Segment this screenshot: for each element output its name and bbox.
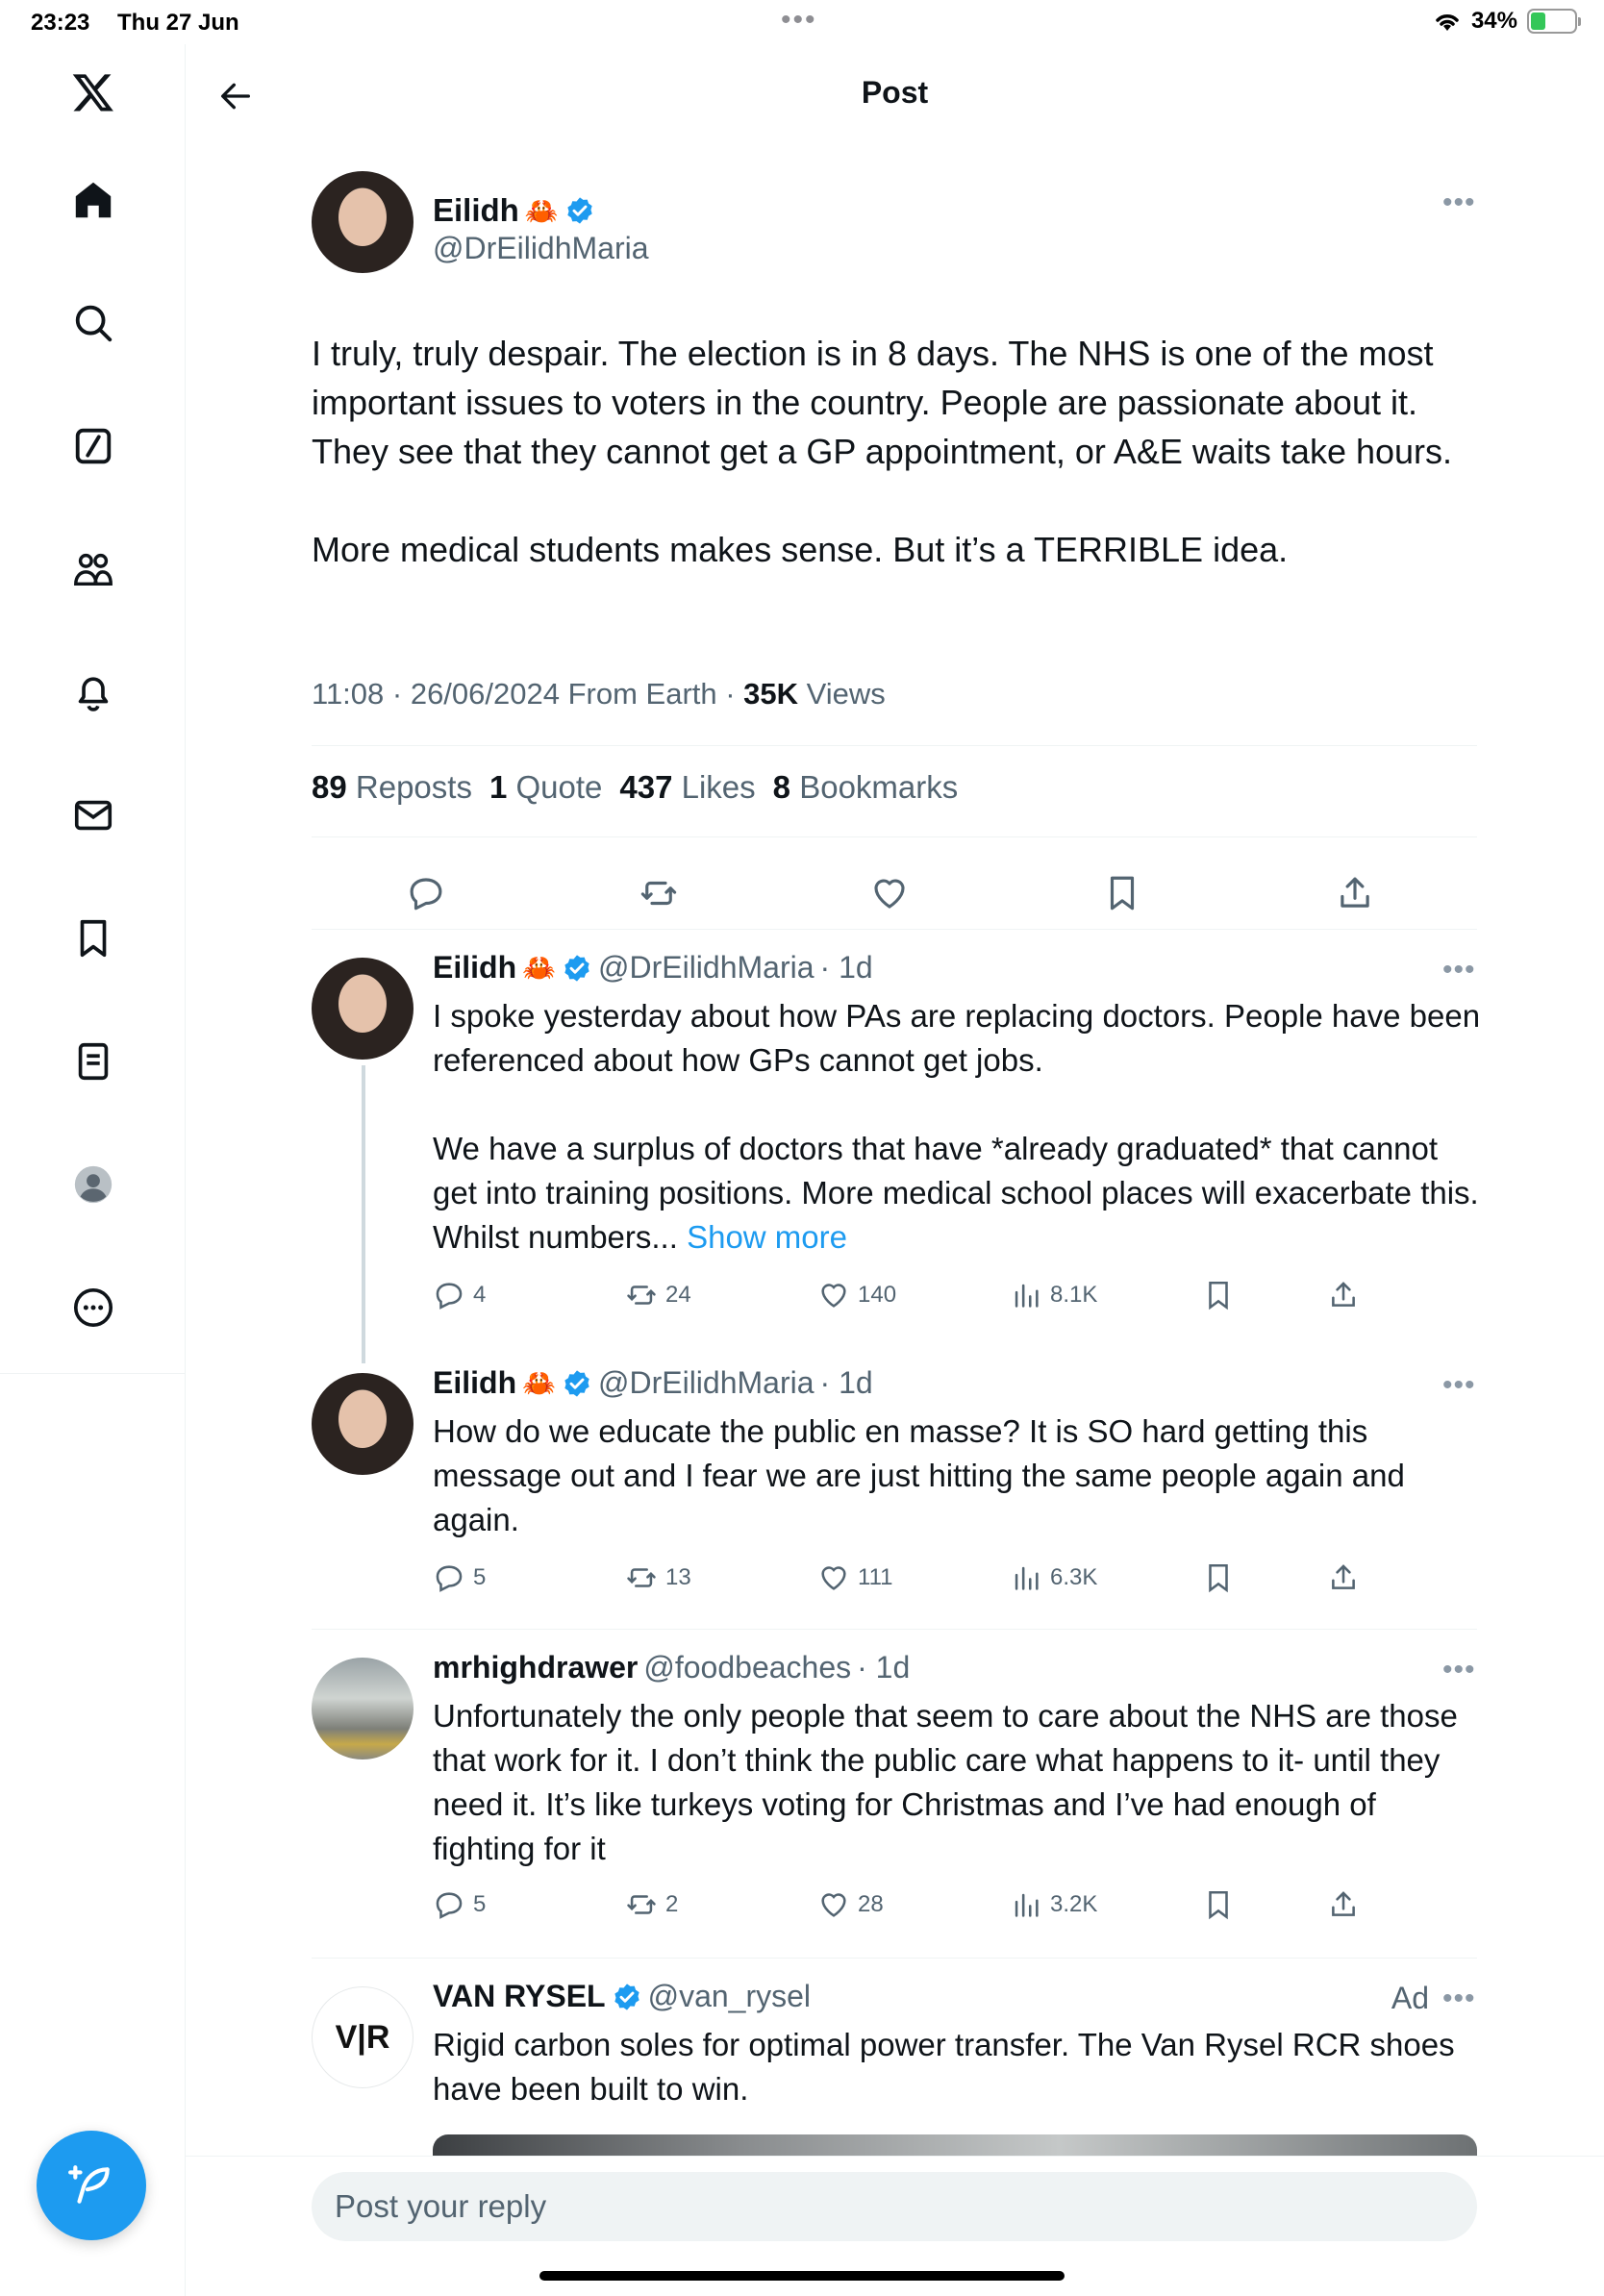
crab-emoji: 🦀 [524,195,559,226]
list-item[interactable] [312,1344,1477,1629]
reply-actions [433,1279,1394,1317]
views-button[interactable]: 8.1K [1010,1279,1097,1311]
heart-icon [817,1888,850,1921]
verified-badge-icon [564,195,595,226]
repost-button[interactable] [639,873,685,919]
communities-icon[interactable] [53,529,134,610]
ad-author-name: VAN RYSEL [433,1979,606,2013]
repost-icon [625,1888,658,1921]
home-icon[interactable] [53,160,134,240]
x-logo-icon[interactable] [53,52,134,133]
page-header [186,44,1604,144]
more-icon[interactable] [53,1267,134,1348]
status-time: 23:23 [31,10,90,36]
share-icon [1327,1279,1360,1311]
crab-emoji: 🦀 [522,953,556,983]
stat-quotes[interactable]: 1 Quote [489,769,603,805]
lists-icon[interactable] [53,1021,134,1102]
divider [312,745,1477,746]
sidebar-nav [0,44,186,2296]
author-name[interactable] [433,192,595,229]
reply-actions [433,1561,1394,1600]
views-chart-icon [1010,1888,1042,1921]
like-button[interactable]: 28 [817,1888,884,1921]
share-icon [1327,1888,1360,1921]
avatar[interactable] [312,1658,414,1759]
reply-icon [433,1279,465,1311]
heart-icon [817,1279,850,1311]
reply-author-name: mrhighdrawer [433,1650,639,1685]
reply-author-name: Eilidh [433,1365,517,1400]
author-name-text: Eilidh [433,192,519,228]
share-icon [1335,873,1375,913]
reply-author-handle: @foodbeaches [643,1650,852,1685]
reply-actions [433,1888,1394,1927]
verified-badge-icon [562,1368,592,1399]
post-text: I truly, truly despair. The election is in 8 days. The NHS is one of the most important issues to voters in the country. People are passionate about it. They see that they cannot get a GP appointment, or A&E waits take hours. More medical students makes sense. But it’s a TERRIBLE idea. [312,334,1453,569]
share-button[interactable] [1327,1279,1360,1311]
reply-author-handle: @DrEilidhMaria [597,950,815,985]
avatar[interactable] [312,1986,414,2088]
heart-icon [817,1561,850,1594]
share-button[interactable] [1327,1561,1360,1594]
post-actions [312,858,1477,935]
sidebar-divider [0,1373,186,1374]
reply-more-icon[interactable]: ••• [1442,954,1476,986]
views-button[interactable]: 3.2K [1010,1888,1097,1921]
status-right [1433,8,1577,35]
views-chart-icon [1010,1279,1042,1311]
list-item[interactable] [312,929,1481,1342]
reply-time: · 1d [857,1650,911,1685]
ad-label: Ad [1391,1981,1429,2015]
post-more-icon[interactable]: ••• [1442,187,1476,218]
battery-percent: 34% [1470,8,1517,34]
repost-icon [639,873,679,913]
wifi-icon [1433,10,1462,33]
grok-icon[interactable] [53,406,134,487]
search-icon[interactable] [53,283,134,363]
reply-icon [433,1561,465,1594]
bookmark-button[interactable] [1202,1888,1235,1921]
post-views-label: Views [798,677,886,711]
notifications-icon[interactable] [53,652,134,733]
bookmarks-icon[interactable] [53,898,134,979]
reply-button[interactable]: 4 [433,1279,486,1311]
share-icon [1327,1561,1360,1594]
home-indicator[interactable] [539,2271,1065,2281]
reply-author[interactable] [433,950,873,986]
avatar[interactable] [312,1373,414,1475]
reply-input[interactable]: Post your reply [312,2172,1477,2241]
multitasking-dots-icon[interactable]: ••• [781,4,817,36]
share-button[interactable] [1335,873,1381,919]
share-button[interactable] [1327,1888,1360,1921]
status-bar [0,0,1604,44]
like-button[interactable]: 140 [817,1279,896,1311]
bookmark-icon [1202,1279,1235,1311]
compose-post-icon [67,2161,115,2209]
ad-media[interactable] [433,2134,1477,2156]
bookmark-icon [1202,1888,1235,1921]
post-meta [312,677,886,711]
stat-likes[interactable]: 437 Likes [619,769,756,805]
verified-badge-icon [612,1982,642,2012]
ad-author[interactable] [433,1979,811,2014]
reply-text: Unfortunately the only people that seem to care about the NHS are those that work for it. I don’t think the public care what happens to it- until they need it. It’s like turkeys voting for Christmas and I’ve had enough of fighting for it [433,1698,1466,1866]
repost-button[interactable]: 24 [625,1279,691,1311]
reply-more-icon[interactable]: ••• [1442,1369,1476,1401]
reply-more-icon[interactable]: ••• [1442,1654,1476,1685]
post-views-count: 35K [743,677,799,711]
ad-text: Rigid carbon soles for optimal power transfer. The Van Rysel RCR shoes have been built to win. [433,2027,1464,2107]
heart-icon [869,873,910,913]
ad-author-handle: @van_rysel [647,1979,812,2013]
bookmark-icon [1102,873,1142,913]
reply-author-handle: @DrEilidhMaria [597,1365,815,1400]
list-item[interactable] [312,1629,1477,1958]
crab-emoji: 🦀 [522,1368,556,1398]
reply-author[interactable] [433,1365,873,1401]
repost-icon [625,1561,658,1594]
show-more-link[interactable]: Show more [677,1219,847,1255]
views-button[interactable]: 6.3K [1010,1561,1097,1594]
brand-logo-text: V|R [335,2018,390,2056]
bookmark-button[interactable] [1202,1279,1235,1311]
bookmark-button[interactable] [1202,1561,1235,1594]
compose-post-button[interactable] [37,2131,146,2240]
reply-button[interactable] [406,873,452,919]
ad-more-icon[interactable]: ••• [1442,1983,1476,2014]
reply-button[interactable]: 5 [433,1561,486,1594]
divider [312,836,1477,837]
post-stats [312,769,958,806]
status-date: Thu 27 Jun [117,10,239,36]
battery-icon [1527,9,1577,34]
reply-author[interactable] [433,1650,910,1685]
views-chart-icon [1010,1561,1042,1594]
reply-icon [433,1888,465,1921]
post-timestamp: 11:08 · 26/06/2024 From Earth · [312,677,744,711]
bookmark-icon [1202,1561,1235,1594]
profile-icon[interactable] [53,1144,134,1225]
reply-icon [406,873,446,913]
author-handle[interactable]: @DrEilidhMaria [433,231,649,265]
repost-button[interactable]: 2 [625,1888,678,1921]
ad-post[interactable] [312,1958,1477,2156]
bookmark-button[interactable] [1102,873,1148,919]
like-button[interactable]: 111 [817,1561,892,1594]
reply-time: · 1d [819,950,873,985]
reply-text: I spoke yesterday about how PAs are replacing doctors. People have been referenced about how GPs cannot get jobs. We have a surplus of doctors that have *already graduated* that cannot get into training positions. More medical school places will exacerbate this. Whilst numbers... Show more [433,998,1481,1255]
avatar[interactable] [312,958,414,1060]
reply-button[interactable]: 5 [433,1888,486,1921]
repost-icon [625,1279,658,1311]
like-button[interactable] [869,873,915,919]
reply-time: · 1d [819,1365,873,1400]
reply-text: How do we educate the public en masse? It is SO hard getting this message out and I fear we are just hitting the same people again and again. [433,1413,1414,1537]
page-title: Post [861,75,929,110]
avatar[interactable] [312,171,414,273]
repost-button[interactable]: 13 [625,1561,691,1594]
reply-author-name: Eilidh [433,950,517,985]
stat-bookmarks[interactable]: 8 Bookmarks [772,769,959,805]
messages-icon[interactable] [53,775,134,856]
verified-badge-icon [562,953,592,984]
stat-reposts[interactable]: 89 Reposts [312,769,472,805]
